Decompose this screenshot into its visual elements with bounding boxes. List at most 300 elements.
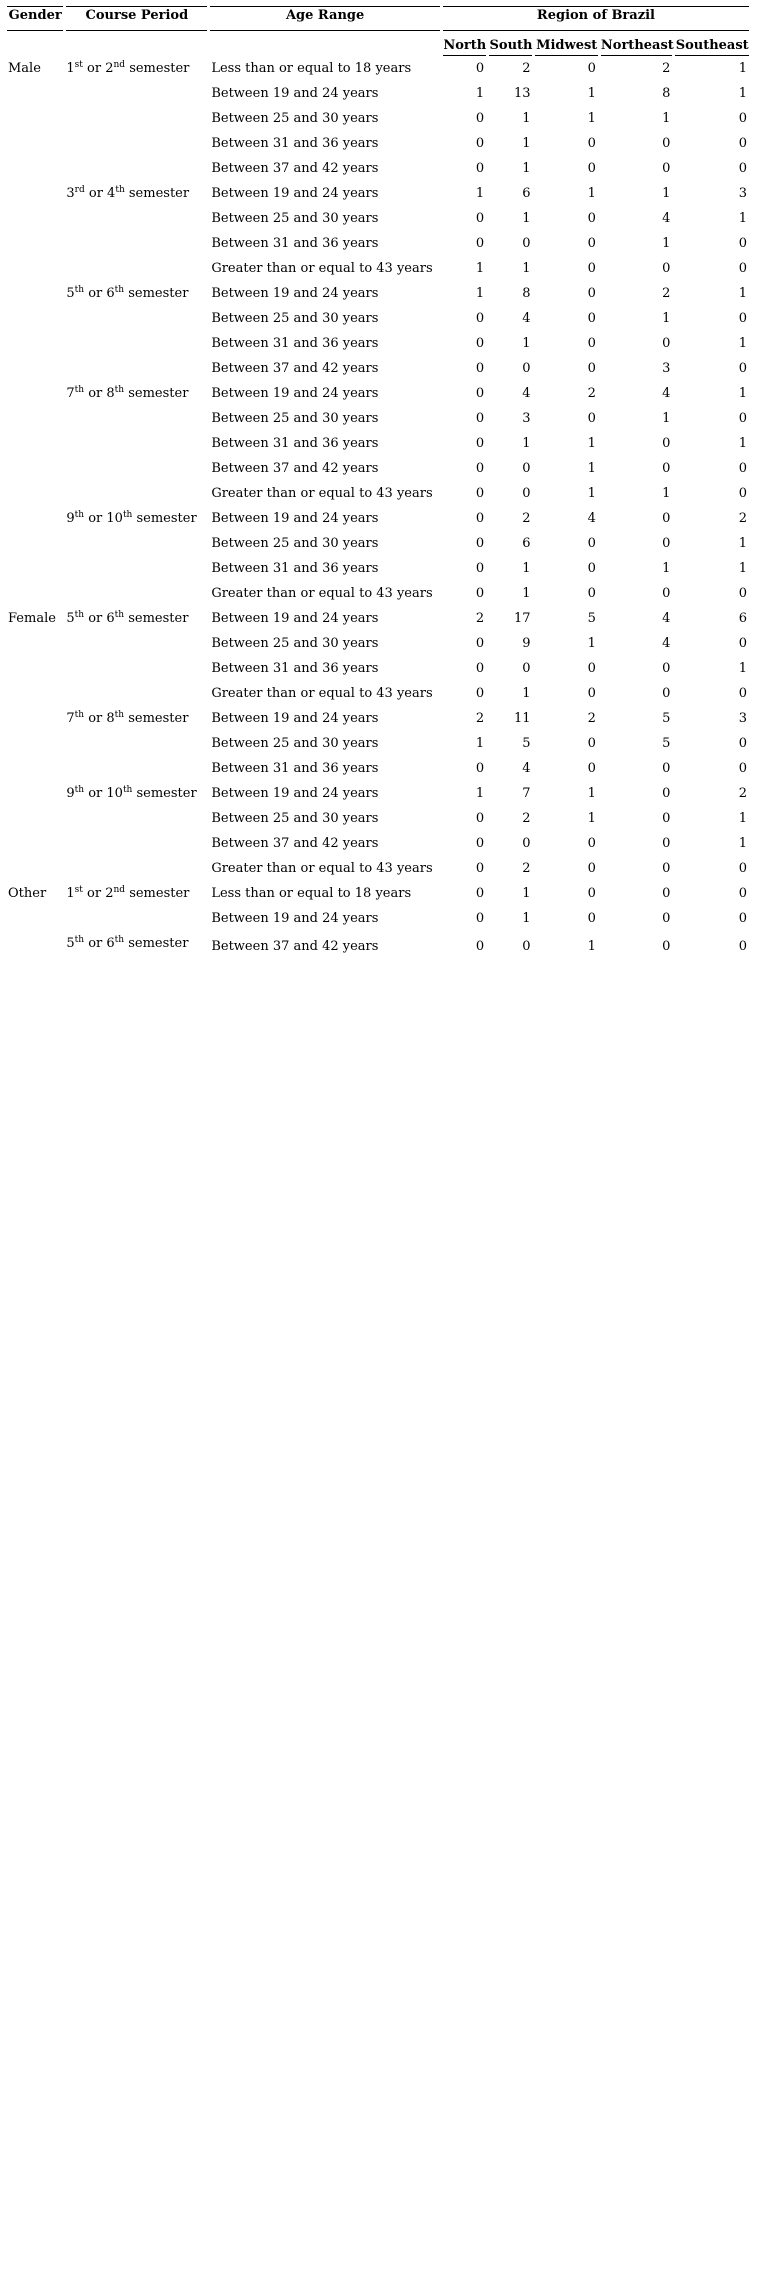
age-range-cell: Between 19 and 24 years	[211, 911, 379, 926]
count-cell-south: 11	[513, 711, 531, 726]
count-cell-south: 1	[522, 586, 531, 601]
count-cell-south: 2	[522, 511, 531, 526]
count-cell-northeast: 0	[662, 261, 671, 276]
period-start-ordinal: th	[74, 385, 85, 395]
count-cell-southeast: 1	[738, 811, 747, 826]
age-range-cell: Between 31 and 36 years	[211, 561, 379, 576]
count-cell-south: 1	[522, 686, 531, 701]
count-cell-north: 0	[475, 661, 485, 676]
count-cell-northeast: 0	[662, 886, 671, 901]
age-range-cell: Between 19 and 24 years	[211, 511, 379, 526]
count-cell-northeast: 0	[662, 861, 671, 876]
count-cell-north: 0	[475, 686, 485, 701]
count-cell-southeast: 0	[738, 111, 747, 126]
period-start-ordinal: th	[74, 510, 85, 520]
count-cell-southeast: 0	[738, 236, 747, 251]
period-start-number: 7	[66, 386, 75, 401]
count-cell-north: 1	[475, 786, 485, 801]
count-cell-north: 0	[475, 236, 485, 251]
count-cell-south: 1	[522, 211, 531, 226]
period-start-ordinal: th	[74, 710, 85, 720]
count-cell-midwest: 0	[587, 161, 596, 176]
period-start-number: 7	[66, 711, 75, 726]
count-cell-southeast: 0	[738, 911, 747, 926]
header-row-main	[7, 6, 749, 31]
age-range-header: Age Range	[210, 6, 440, 31]
count-cell-midwest: 0	[587, 286, 596, 301]
count-cell-north: 2	[475, 611, 485, 626]
age-range-cell: Between 37 and 42 years	[211, 361, 379, 376]
count-cell-northeast: 0	[662, 536, 671, 551]
period-connector: or	[84, 386, 107, 401]
count-cell-southeast: 3	[738, 711, 747, 726]
period-end-ordinal: th	[122, 785, 133, 795]
count-cell-northeast: 0	[662, 161, 671, 176]
table-row	[7, 506, 749, 531]
count-cell-south: 2	[522, 61, 531, 76]
region-southeast-header: Southeast	[675, 31, 749, 56]
period-word: semester	[124, 936, 189, 951]
period-start-number: 3	[66, 186, 75, 201]
count-cell-midwest: 0	[587, 261, 596, 276]
count-cell-midwest: 0	[587, 686, 596, 701]
count-cell-southeast: 0	[738, 761, 747, 776]
period-word: semester	[124, 386, 189, 401]
count-cell-south: 0	[522, 361, 531, 376]
header-blank-cell	[66, 31, 207, 56]
header-blank-cell	[7, 31, 63, 56]
course-period-cell	[66, 781, 207, 881]
count-cell-midwest: 1	[587, 811, 596, 826]
count-cell-midwest: 0	[587, 211, 596, 226]
count-cell-southeast: 0	[738, 411, 747, 426]
count-cell-south: 5	[522, 736, 531, 751]
table-row	[7, 706, 749, 731]
count-cell-southeast: 0	[738, 736, 747, 751]
course-period-cell	[66, 931, 207, 961]
count-cell-southeast: 0	[738, 261, 747, 276]
period-word: semester	[132, 511, 197, 526]
count-cell-southeast: 0	[738, 136, 747, 151]
count-cell-midwest: 0	[587, 761, 596, 776]
count-cell-southeast: 2	[738, 511, 747, 526]
period-end-number: 10	[106, 786, 123, 801]
count-cell-midwest: 0	[587, 886, 596, 901]
age-range-cell: Less than or equal to 18 years	[211, 886, 412, 901]
period-start-number: 1	[66, 61, 75, 76]
count-cell-midwest: 1	[587, 111, 596, 126]
period-connector: or	[82, 61, 106, 76]
count-cell-northeast: 0	[662, 938, 671, 954]
period-end-number: 10	[106, 511, 123, 526]
period-end-ordinal: th	[122, 510, 133, 520]
age-range-cell: Between 37 and 42 years	[211, 836, 379, 851]
course-period-cell	[66, 881, 207, 931]
gender-cell: Male	[8, 61, 41, 76]
course-period-cell	[66, 56, 207, 181]
count-cell-northeast: 0	[662, 661, 671, 676]
count-cell-northeast: 0	[662, 511, 671, 526]
count-cell-midwest: 0	[587, 361, 596, 376]
count-cell-northeast: 8	[662, 86, 671, 101]
period-word: semester	[125, 61, 190, 76]
count-cell-midwest: 1	[587, 436, 596, 451]
age-range-cell: Between 25 and 30 years	[211, 536, 379, 551]
count-cell-northeast: 0	[662, 436, 671, 451]
count-cell-southeast: 0	[738, 461, 747, 476]
period-end-number: 6	[106, 286, 115, 301]
count-cell-midwest: 0	[587, 911, 596, 926]
period-start-ordinal: st	[74, 885, 83, 895]
count-cell-south: 1	[522, 111, 531, 126]
count-cell-midwest: 0	[587, 61, 596, 76]
count-cell-midwest: 1	[587, 486, 596, 501]
count-cell-north: 1	[475, 86, 485, 101]
count-cell-midwest: 1	[587, 86, 596, 101]
count-cell-southeast: 1	[738, 336, 747, 351]
period-start-ordinal: th	[74, 610, 85, 620]
count-cell-north: 0	[475, 361, 485, 376]
count-cell-southeast: 1	[738, 561, 747, 576]
period-end-ordinal: th	[114, 610, 125, 620]
age-range-cell: Less than or equal to 18 years	[211, 61, 412, 76]
count-cell-north: 0	[475, 336, 485, 351]
count-cell-midwest: 0	[587, 311, 596, 326]
period-start-number: 5	[66, 286, 75, 301]
period-start-number: 1	[66, 886, 75, 901]
age-range-cell: Between 25 and 30 years	[211, 411, 379, 426]
count-cell-northeast: 1	[662, 561, 671, 576]
age-range-cell: Greater than or equal to 43 years	[211, 261, 433, 276]
count-cell-north: 0	[475, 836, 485, 851]
count-cell-south: 1	[522, 436, 531, 451]
count-cell-southeast: 6	[738, 611, 747, 626]
count-cell-south: 6	[522, 536, 531, 551]
age-range-cell: Between 19 and 24 years	[211, 711, 379, 726]
count-cell-midwest: 1	[587, 461, 596, 476]
count-cell-midwest: 4	[587, 511, 596, 526]
age-range-cell: Between 31 and 36 years	[211, 236, 379, 251]
age-range-cell: Greater than or equal to 43 years	[211, 686, 433, 701]
period-start-ordinal: st	[74, 60, 83, 70]
region-north-header: North	[443, 31, 486, 56]
count-cell-southeast: 1	[738, 286, 747, 301]
count-cell-south: 3	[522, 411, 531, 426]
count-cell-midwest: 0	[587, 136, 596, 151]
count-cell-northeast: 4	[662, 211, 671, 226]
period-start-number: 5	[66, 936, 75, 951]
course-period-cell	[66, 706, 207, 781]
count-cell-north: 0	[475, 411, 485, 426]
period-end-number: 2	[105, 886, 114, 901]
count-cell-northeast: 0	[662, 911, 671, 926]
table-row	[7, 181, 749, 206]
count-cell-southeast: 0	[738, 938, 747, 954]
count-cell-north: 1	[475, 286, 485, 301]
count-cell-north: 0	[475, 861, 485, 876]
count-cell-north: 0	[475, 536, 485, 551]
header-blank-cell	[210, 31, 440, 56]
count-cell-south: 4	[522, 386, 531, 401]
count-cell-northeast: 0	[662, 836, 671, 851]
count-cell-south: 1	[522, 161, 531, 176]
count-cell-north: 0	[475, 136, 485, 151]
period-end-ordinal: th	[114, 385, 125, 395]
period-start-ordinal: rd	[74, 185, 85, 195]
count-cell-northeast: 2	[662, 61, 671, 76]
period-end-number: 6	[106, 611, 115, 626]
age-range-cell: Between 25 and 30 years	[211, 211, 379, 226]
count-cell-northeast: 0	[662, 811, 671, 826]
age-range-cell: Between 19 and 24 years	[211, 186, 379, 201]
count-cell-southeast: 1	[738, 386, 747, 401]
gender-header: Gender	[7, 6, 63, 31]
count-cell-southeast: 3	[738, 186, 747, 201]
count-cell-south: 4	[522, 311, 531, 326]
period-start-number: 9	[66, 786, 75, 801]
count-cell-northeast: 4	[662, 611, 671, 626]
count-cell-south: 2	[522, 811, 531, 826]
region-south-header: South	[489, 31, 532, 56]
course-period-cell	[66, 381, 207, 506]
count-cell-south: 0	[522, 938, 531, 954]
count-cell-midwest: 0	[587, 861, 596, 876]
table-row	[7, 281, 749, 306]
count-cell-midwest: 0	[587, 736, 596, 751]
age-range-cell: Between 19 and 24 years	[211, 786, 379, 801]
age-range-cell: Between 25 and 30 years	[211, 736, 379, 751]
period-end-ordinal: nd	[113, 60, 126, 70]
period-word: semester	[124, 286, 189, 301]
table-row	[7, 56, 749, 81]
count-cell-midwest: 0	[587, 536, 596, 551]
period-end-number: 8	[106, 386, 115, 401]
count-cell-northeast: 0	[662, 686, 671, 701]
period-connector: or	[82, 886, 106, 901]
count-cell-north: 0	[475, 586, 485, 601]
period-end-number: 8	[106, 711, 115, 726]
count-cell-midwest: 0	[587, 586, 596, 601]
age-range-cell: Between 19 and 24 years	[211, 86, 379, 101]
count-cell-midwest: 2	[587, 386, 596, 401]
period-word: semester	[124, 611, 189, 626]
count-cell-north: 2	[475, 711, 485, 726]
count-cell-northeast: 4	[662, 386, 671, 401]
count-cell-south: 0	[522, 836, 531, 851]
count-cell-midwest: 0	[587, 336, 596, 351]
count-cell-southeast: 1	[738, 536, 747, 551]
age-range-cell: Greater than or equal to 43 years	[211, 586, 433, 601]
count-cell-south: 0	[522, 486, 531, 501]
count-cell-midwest: 2	[587, 711, 596, 726]
count-cell-south: 17	[513, 611, 531, 626]
count-cell-midwest: 0	[587, 561, 596, 576]
count-cell-southeast: 2	[738, 786, 747, 801]
count-cell-southeast: 0	[738, 311, 747, 326]
period-end-ordinal: th	[114, 710, 125, 720]
count-cell-southeast: 1	[738, 836, 747, 851]
table-row	[7, 381, 749, 406]
period-end-number: 4	[107, 186, 116, 201]
count-cell-north: 0	[475, 61, 485, 76]
count-cell-midwest: 0	[587, 236, 596, 251]
period-end-number: 6	[106, 936, 115, 951]
count-cell-south: 8	[522, 286, 531, 301]
count-cell-midwest: 0	[587, 836, 596, 851]
region-header: Region of Brazil	[443, 6, 749, 31]
count-cell-north: 0	[475, 761, 485, 776]
count-cell-south: 2	[522, 861, 531, 876]
period-connector: or	[84, 186, 108, 201]
count-cell-northeast: 0	[662, 761, 671, 776]
count-cell-south: 9	[522, 636, 531, 651]
age-range-cell: Between 31 and 36 years	[211, 336, 379, 351]
count-cell-south: 4	[522, 761, 531, 776]
region-midwest-header: Midwest	[535, 31, 597, 56]
table-row	[7, 931, 749, 961]
course-period-cell	[66, 506, 207, 606]
count-cell-midwest: 1	[587, 938, 596, 954]
period-connector: or	[84, 611, 107, 626]
count-cell-north: 0	[475, 161, 485, 176]
count-cell-northeast: 5	[662, 711, 671, 726]
count-cell-southeast: 1	[738, 211, 747, 226]
count-cell-north: 0	[475, 561, 485, 576]
count-cell-northeast: 1	[662, 486, 671, 501]
age-range-cell: Between 31 and 36 years	[211, 661, 379, 676]
course-period-header: Course Period	[66, 6, 207, 31]
count-cell-south: 0	[522, 461, 531, 476]
count-cell-midwest: 1	[587, 186, 596, 201]
table-row	[7, 881, 749, 906]
count-cell-southeast: 0	[738, 636, 747, 651]
age-range-cell: Between 37 and 42 years	[211, 161, 379, 176]
count-cell-south: 13	[513, 86, 531, 101]
count-cell-southeast: 1	[738, 61, 747, 76]
count-cell-midwest: 0	[587, 661, 596, 676]
count-cell-northeast: 1	[662, 186, 671, 201]
age-range-cell: Between 31 and 36 years	[211, 761, 379, 776]
count-cell-north: 0	[475, 311, 485, 326]
table-row	[7, 781, 749, 806]
count-cell-southeast: 0	[738, 686, 747, 701]
count-cell-northeast: 0	[662, 586, 671, 601]
count-cell-south: 6	[522, 186, 531, 201]
count-cell-north: 0	[475, 938, 485, 954]
age-range-cell: Greater than or equal to 43 years	[211, 861, 433, 876]
count-cell-north: 0	[475, 511, 485, 526]
period-start-ordinal: th	[74, 785, 85, 795]
count-cell-northeast: 0	[662, 461, 671, 476]
count-cell-northeast: 0	[662, 786, 671, 801]
count-cell-midwest: 1	[587, 786, 596, 801]
count-cell-north: 1	[475, 261, 485, 276]
count-cell-north: 0	[475, 436, 485, 451]
table-container	[4, 6, 752, 961]
period-start-number: 9	[66, 511, 75, 526]
period-start-number: 5	[66, 611, 75, 626]
count-cell-northeast: 1	[662, 311, 671, 326]
age-range-cell: Greater than or equal to 43 years	[211, 486, 433, 501]
period-connector: or	[84, 786, 107, 801]
count-cell-northeast: 4	[662, 636, 671, 651]
count-cell-northeast: 2	[662, 286, 671, 301]
count-cell-southeast: 0	[738, 886, 747, 901]
count-cell-midwest: 1	[587, 636, 596, 651]
count-cell-south: 1	[522, 336, 531, 351]
age-range-cell: Between 37 and 42 years	[211, 461, 379, 476]
age-range-cell: Between 19 and 24 years	[211, 286, 379, 301]
count-cell-northeast: 1	[662, 411, 671, 426]
count-cell-south: 1	[522, 886, 531, 901]
count-cell-north: 0	[475, 461, 485, 476]
course-period-cell	[66, 181, 207, 281]
age-range-cell: Between 25 and 30 years	[211, 111, 379, 126]
count-cell-north: 0	[475, 911, 485, 926]
age-range-cell: Between 31 and 36 years	[211, 436, 379, 451]
count-cell-north: 0	[475, 486, 485, 501]
table-body	[7, 56, 749, 961]
period-start-ordinal: th	[74, 285, 85, 295]
header-row-regions	[7, 31, 749, 56]
count-cell-southeast: 1	[738, 436, 747, 451]
count-cell-south: 1	[522, 136, 531, 151]
count-cell-north: 0	[475, 811, 485, 826]
table-row	[7, 606, 749, 631]
period-word: semester	[132, 786, 197, 801]
count-cell-northeast: 0	[662, 336, 671, 351]
count-cell-southeast: 0	[738, 161, 747, 176]
count-cell-northeast: 1	[662, 111, 671, 126]
period-connector: or	[84, 511, 107, 526]
data-table	[4, 6, 752, 961]
course-period-cell	[66, 606, 207, 706]
count-cell-north: 1	[475, 186, 485, 201]
period-connector: or	[84, 286, 107, 301]
count-cell-midwest: 5	[587, 611, 596, 626]
count-cell-southeast: 1	[738, 86, 747, 101]
age-range-cell: Between 25 and 30 years	[211, 636, 379, 651]
course-period-cell	[66, 281, 207, 381]
count-cell-south: 0	[522, 236, 531, 251]
gender-cell: Other	[8, 886, 47, 901]
period-connector: or	[84, 936, 107, 951]
count-cell-southeast: 0	[738, 361, 747, 376]
period-start-ordinal: th	[74, 935, 85, 945]
count-cell-northeast: 5	[662, 736, 671, 751]
count-cell-southeast: 0	[738, 586, 747, 601]
age-range-cell: Between 19 and 24 years	[211, 386, 379, 401]
count-cell-southeast: 1	[738, 661, 747, 676]
count-cell-midwest: 0	[587, 411, 596, 426]
count-cell-south: 7	[522, 786, 531, 801]
gender-cell: Female	[8, 611, 56, 626]
age-range-cell: Between 37 and 42 years	[211, 938, 379, 954]
count-cell-southeast: 0	[738, 486, 747, 501]
age-range-cell: Between 31 and 36 years	[211, 136, 379, 151]
table-header	[7, 6, 749, 56]
period-end-ordinal: nd	[113, 885, 126, 895]
age-range-cell: Between 25 and 30 years	[211, 311, 379, 326]
period-end-ordinal: th	[114, 935, 125, 945]
count-cell-south: 1	[522, 911, 531, 926]
age-range-cell: Between 25 and 30 years	[211, 811, 379, 826]
count-cell-south: 1	[522, 561, 531, 576]
count-cell-north: 0	[475, 111, 485, 126]
period-word: semester	[124, 711, 189, 726]
region-northeast-header: Northeast	[601, 31, 672, 56]
count-cell-southeast: 0	[738, 861, 747, 876]
